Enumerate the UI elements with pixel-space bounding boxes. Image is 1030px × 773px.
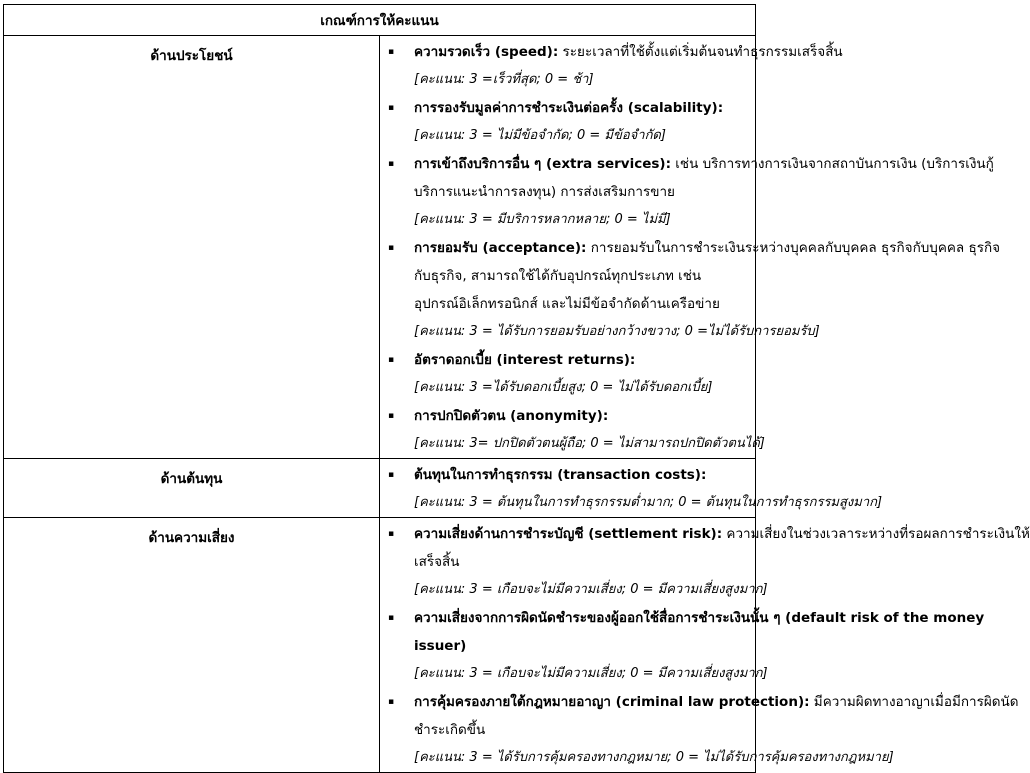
item-score: [คะแนน: 3 = มีบริการหลากหลาย; 0 = ไม่มี] <box>414 212 671 227</box>
list-item <box>384 94 749 150</box>
bullet-icon: ▪ <box>388 243 395 253</box>
item-desc: มีความผิดทางอาญาเมื่อมีการผิดนัด <box>809 694 1019 710</box>
item-title: การปกปิดตัวตน (anonymity): <box>414 408 609 424</box>
item-desc: ระยะเวลาที่ใช้ตั้งแต่เริ่มต้นจนทำธุรกรรมเสร็จสิ้น <box>558 44 843 60</box>
bullet-icon: ▪ <box>388 355 395 365</box>
bullet-icon: ▪ <box>388 470 395 480</box>
item-title: การคุ้มครองภายใต้กฎหมายอาญา (criminal law protection): <box>414 694 810 710</box>
benefit-items <box>380 36 1001 459</box>
bullet-icon: ▪ <box>388 529 395 539</box>
item-desc: เช่น บริการทางการเงินจากสถาบันการเงิน (บริการเงินกู้ <box>671 156 994 172</box>
item-score: [คะแนน: 3 =ได้รับดอกเบี้ยสูง; 0 = ไม่ได้รับดอกเบี้ย] <box>414 380 713 395</box>
item-score: [คะแนน: 3 = ต้นทุนในการทำธุรกรรมต่ำมาก; 0 = ต้นทุนในการทำธุรกรรมสูงมาก] <box>414 495 883 510</box>
item-title: ความเสี่ยงจากการผิดนัดชำระของผู้ออกใช้สื่อการชำระเงินนั้น ๆ (default risk of the money <box>414 610 985 626</box>
item-desc: ความเสี่ยงในช่วงเวลาระหว่างที่รอผลการชำระเงินให้ <box>722 526 1030 542</box>
category-cost: ด้านต้นทุน <box>4 459 380 518</box>
item-desc-cont: กับธุรกิจ, สามารถใช้ได้กับอุปกรณ์ทุกประเภท เช่น อุปกรณ์อิเล็กทรอนิกส์ และไม่มีข้อจำกัดด้านเครือข่าย <box>414 268 720 312</box>
bullet-icon: ▪ <box>388 47 395 57</box>
list-item <box>384 402 765 458</box>
list-item <box>384 346 749 402</box>
bullet-icon: ▪ <box>388 411 395 421</box>
item-title: อัตราดอกเบี้ย (interest returns): <box>414 352 636 368</box>
category-benefit: ด้านประโยชน์ <box>4 36 380 459</box>
item-title-cont: issuer) <box>414 638 467 654</box>
list-item <box>384 461 883 517</box>
item-score: [คะแนน: 3 = ได้รับการยอมรับอย่างกว้างขวาง; 0 =ไม่ได้รับการยอมรับ] <box>414 324 820 339</box>
item-score: [คะแนน: 3 =เร็วที่สุด; 0 = ช้า] <box>414 72 594 87</box>
bullet-icon: ▪ <box>388 613 395 623</box>
list-item <box>384 38 843 94</box>
category-risk: ด้านความเสี่ยง <box>4 518 380 773</box>
item-desc: การยอมรับในการชำระเงินระหว่างบุคคลกับบุคคล ธุรกิจกับบุคคล ธุรกิจ <box>586 240 1001 256</box>
table-header: เกณฑ์การให้คะแนน <box>4 5 756 36</box>
item-score: [คะแนน: 3= ปกปิดตัวตนผู้ถือ; 0 = ไม่สามารถปกปิดตัวตนได้] <box>414 436 765 451</box>
item-desc-cont: บริการแนะนำการลงทุน) การส่งเสริมการขาย <box>414 184 675 200</box>
list-item <box>384 520 1030 604</box>
item-title: ความเสี่ยงด้านการชำระบัญชี (settlement risk): <box>414 526 723 542</box>
list-item <box>384 688 1019 772</box>
item-title: การรองรับมูลค่าการชำระเงินต่อครั้ง (scalability): <box>414 100 724 116</box>
item-title: ต้นทุนในการทำธุรกรรม (transaction costs): <box>414 467 707 483</box>
item-score: [คะแนน: 3 = เกือบจะไม่มีความเสี่ยง; 0 = มีความเสี่ยงสูงมาก] <box>414 582 768 597</box>
item-score: [คะแนน: 3 = ไม่มีข้อจำกัด; 0 = มีข้อจำกัด] <box>414 128 666 143</box>
risk-items <box>380 518 1030 773</box>
list-item <box>384 234 1001 346</box>
criteria-table <box>3 4 1030 773</box>
bullet-icon: ▪ <box>388 159 395 169</box>
item-desc-cont: เสร็จสิ้น <box>414 554 460 570</box>
list-item <box>384 150 994 234</box>
item-score: [คะแนน: 3 = ได้รับการคุ้มครองทางกฎหมาย; 0 = ไม่ได้รับการคุ้มครองทางกฎหมาย] <box>414 750 894 765</box>
item-title: ความรวดเร็ว (speed): <box>414 44 559 60</box>
item-desc-cont: ชำระเกิดขึ้น <box>414 722 486 738</box>
item-title: การเข้าถึงบริการอื่น ๆ (extra services): <box>414 156 672 172</box>
list-item <box>384 604 985 688</box>
item-title: การยอมรับ (acceptance): <box>414 240 587 256</box>
cost-items <box>380 459 883 518</box>
item-score: [คะแนน: 3 = เกือบจะไม่มีความเสี่ยง; 0 = มีความเสี่ยงสูงมาก] <box>414 666 768 681</box>
bullet-icon: ▪ <box>388 103 395 113</box>
bullet-icon: ▪ <box>388 697 395 707</box>
